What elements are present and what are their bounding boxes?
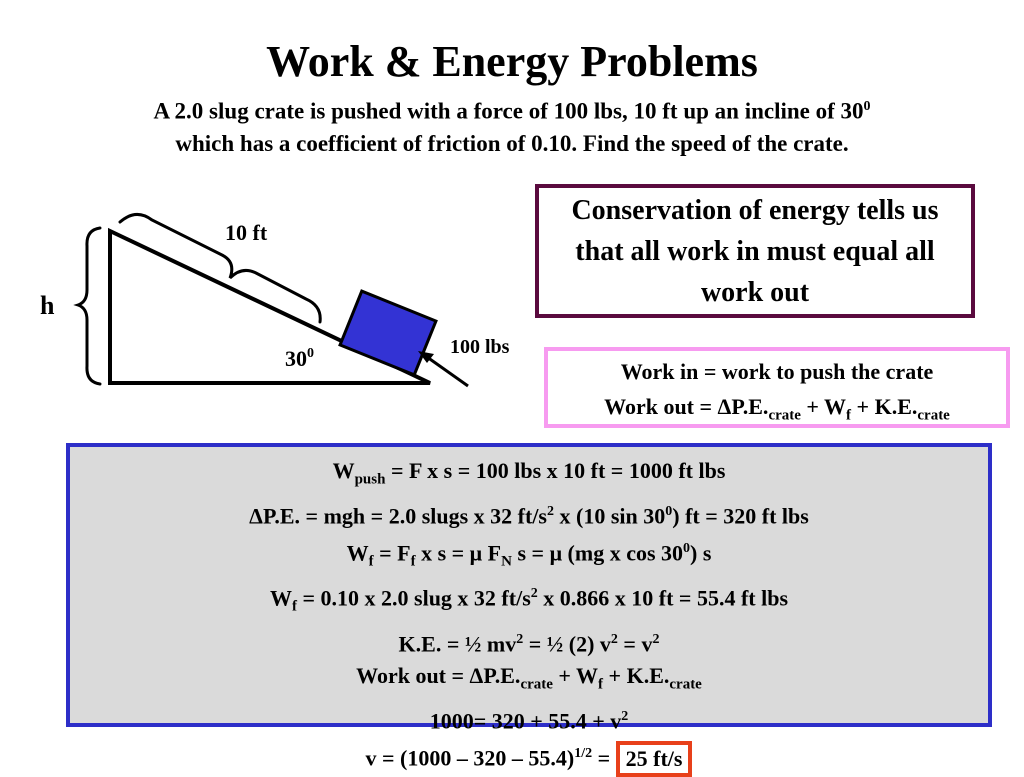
- conservation-callout: [535, 184, 975, 318]
- calculation-box: [66, 443, 992, 771]
- problem-line-1: A 2.0 slug crate is pushed with a force of 100 lbs, 10 ft up an incline of $30^0$: [153, 98, 871, 124]
- page-title: Work & Energy Problems: [266, 37, 758, 86]
- angle-label: $30^0$: [285, 346, 314, 371]
- calc-line-potential-energy: ΔP.E. = mgh = 2.0 slugs x 32 $ft/s^2$ x (10 $\sin 30^0$) ft = 320 ft lbs: [249, 503, 809, 529]
- calc-line-kinetic-energy: K.E. = ½ $mv^2$ = ½ (2) $v^2 = v^2$: [398, 630, 660, 656]
- calc-line-friction-formula: $W_f = F_f$ x s = μ $F_N$ s = μ (mg x $\cos 30^0$) s: [346, 540, 712, 570]
- calc-line-energy-balance: $1000= 320 + 55.4 + v^2$: [429, 708, 629, 734]
- calc-line-friction-value: $W_f = 0.10$ x 2.0 slug x 32 $ft/s^2$ x 0.866 x 10 ft = 55.4 ft lbs: [269, 585, 789, 615]
- conservation-text: Conservation of energy tells us that all work in must equal all work out: [571, 194, 939, 308]
- answer-highlight: 25 ft/s: [616, 741, 693, 777]
- calc-line-velocity: v = (1000 – 320 – 55.4)$^{1/2}$ = 25 ft/s: [70, 738, 988, 776]
- calc-line-work-out: Work out = $\Delta P.E._{crate} + W_f + K.E._{crate}$: [356, 663, 702, 693]
- incline-diagram: [0, 0, 540, 400]
- work-in-line: Work in = work to push the crate: [620, 359, 934, 384]
- force-arrow-shaft: [427, 357, 468, 386]
- calc-line-work-push: $W_{push} = F$ x s = 100 lbs x 10 ft = 1000 ft lbs: [332, 458, 726, 488]
- height-label: h: [40, 291, 55, 320]
- height-brace: [78, 228, 100, 384]
- length-label: 10 ft: [225, 220, 268, 245]
- work-out-line: Work out = $\Delta P.E._{crate} + W_f + K.E._{crate}$: [604, 394, 950, 424]
- force-label: 100 lbs: [450, 336, 510, 358]
- work-definition-box: [544, 347, 1010, 428]
- problem-line-2: which has a coefficient of friction of 0.10. Find the speed of the crate.: [175, 130, 849, 156]
